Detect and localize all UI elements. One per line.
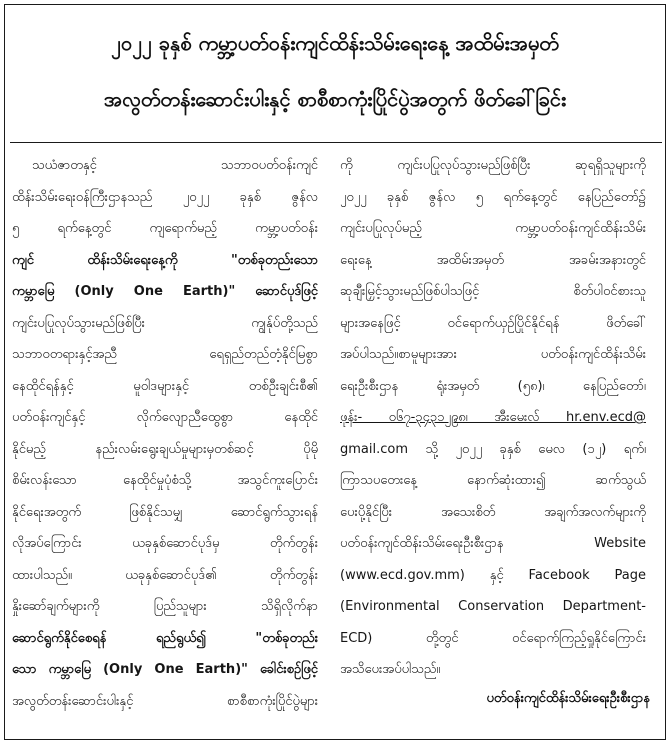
email-link-line[interactable]: gmail.com သို့ ၂၀၂၂ ခုနှစ် မေလ (၁၂) ရက်၊ [340, 441, 646, 457]
right-column [340, 150, 646, 686]
website-link-line[interactable]: (www.ecd.gov.mm) နှင့် Facebook Page [340, 567, 646, 583]
left-line: ဆောင်ရွက်နိုင်စေရန် ရည်ရွယ်၍ "တစ်ခုတည်း [12, 630, 318, 646]
right-line: ကျင်းပပြုလုပ်မည့် ကမ္ဘာ့ပတ်ဝန်းကျင်ထိန်းသိမ်း [340, 221, 646, 236]
left-line: ၅ ရက်နေ့တွင် ကျရောက်မည့် ကမ္ဘာ့ပတ်ဝန်း [12, 221, 318, 236]
right-line: အသိပေးအပ်ပါသည်။ [340, 662, 441, 677]
left-line: ကျင်းပပြုလုပ်သွားမည်ဖြစ်ပြီး ကျွန်ုပ်တို့သည် [12, 315, 318, 331]
left-line: နေထိုင်ရန်နှင့် မူဝါဒများနှင့် တစ်ဦးချင်းစီ၏ [12, 378, 318, 394]
right-line: များအနေဖြင့် ဝင်ရောက်ယှဉ်ပြိုင်နိုင်ရန် ဖိတ်ခေါ် [340, 315, 646, 331]
right-line: ရေးနေ့ အထိမ်းအမှတ် အခမ်းအနားတွင် [340, 252, 646, 268]
left-line: သော ကမ္ဘာမြေ (Only One Earth)" ခေါင်းစဉ်ဖြင့် [12, 662, 318, 677]
left-line: စိမ်းလန်းသော နေထိုင်မှုပုံစံသို့ အသွင်ကူးပြောင်း [12, 473, 318, 488]
left-line: ထိန်းသိမ်းရေးဝန်ကြီးဌာနသည် ၂၀၂၂ ခုနှစ် ဇွန်လ [12, 189, 318, 205]
announcement-title-line-2: အလွတ်တန်းဆောင်းပါးနှင့် စာစီစာကုံးပြိုင်ပွဲအတွက် ဖိတ်ခေါ်ခြင်း [103, 87, 567, 111]
announcement-title-line-1: ၂၀၂၂ ခုနှစ် ကမ္ဘာ့ပတ်ဝန်းကျင်ထိန်းသိမ်းရေးနေ့ အထိမ်းအမှတ် [111, 31, 559, 55]
left-line: သယံဇာတနှင့် သဘာဝပတ်ဝန်းကျင် [32, 158, 318, 173]
right-line: ကြာသပတေးနေ့ နောက်ဆုံးထား၍ ဆက်သွယ် [340, 473, 646, 488]
left-line: အလွတ်တန်းဆောင်းပါးနှင့် စာစီစာကုံးပြိုင်ပွဲများ [12, 693, 318, 709]
right-line: ECD) တို့တွင် ဝင်ရောက်ကြည့်ရှုနိုင်ကြောင်း [340, 630, 646, 646]
right-line: (Environmental Conservation Department- [340, 599, 646, 614]
left-line: သဘာဝတရားနှင့်အညီ ရေရှည်တည်တံ့နိုင်မြစွာ [12, 347, 318, 362]
right-line: ၂၀၂၂ ခုနှစ် ဇွန်လ ၅ ရက်နေ့တွင် နေပြည်တော်၌ [340, 189, 646, 205]
right-line: ပတ်ဝန်းကျင်ထိန်းသိမ်းရေးဦးစီးဌာန Website [340, 536, 646, 551]
left-line: နိုင်ရေးအတွက် ဖြစ်နိုင်သမျှ ဆောင်ရွက်သွားရန် [12, 504, 318, 520]
left-line: နိုင်မည့် နည်းလမ်းရွေးချယ်မှုများမှတစ်ဆင့် ပိုမို [12, 441, 318, 457]
right-line: အပ်ပါသည်။စာမူများအား ပတ်ဝန်းကျင်ထိန်းသိမ်း [340, 347, 646, 362]
title-divider [10, 142, 662, 143]
right-line: ရေးဦးစီးဌာန ရုံးအမှတ် (၅၈)၊ နေပြည်တော်၊ [340, 378, 646, 394]
left-line: လိုအပ်ကြောင်း ယခုနှစ်ဆောင်ပုဒ်မှ တိုက်တွန်း [12, 536, 318, 551]
right-line: ဆုချီးမြှင့်သွားမည်ဖြစ်ပါသဖြင့် စိတ်ပါဝင်စားသူ [340, 284, 646, 299]
signature-department: ပတ်ဝန်းကျင်ထိန်းသိမ်းရေးဦးစီးဌာန [486, 691, 650, 706]
email-link-line[interactable]: ဖုန်း- ၀၆၇-၃၄၃၁၂၉၈၊ အီးမေးလ် hr.env.ecd@ [340, 410, 646, 425]
right-line: ပေးပို့နိုင်ပြီး အသေးစိတ် အချက်အလက်များကို [340, 504, 646, 520]
right-line: ကို ကျင်းပပြုလုပ်သွားမည်ဖြစ်ပြီး ဆုရရှိသူများကို [340, 158, 646, 173]
left-line: ထားပါသည်။ ယခုနှစ်ဆောင်ပုဒ်၏ တိုက်တွန်း [12, 567, 318, 583]
left-line: နှိုးဆော်ချက်များကို ပြည်သူများ သိရှိလိုက်နာ [12, 599, 318, 614]
left-line: ကျင် ထိန်းသိမ်းရေးနေ့ကို "တစ်ခုတည်းသော [12, 252, 318, 268]
left-line: ပတ်ဝန်းကျင်နှင့် လိုက်လျောညီထွေစွာ နေထိုင် [12, 410, 318, 425]
left-line: ကမ္ဘာမြေ (Only One Earth)" ဆောင်ပုဒ်ဖြင့် [12, 284, 318, 299]
left-column [12, 150, 318, 717]
